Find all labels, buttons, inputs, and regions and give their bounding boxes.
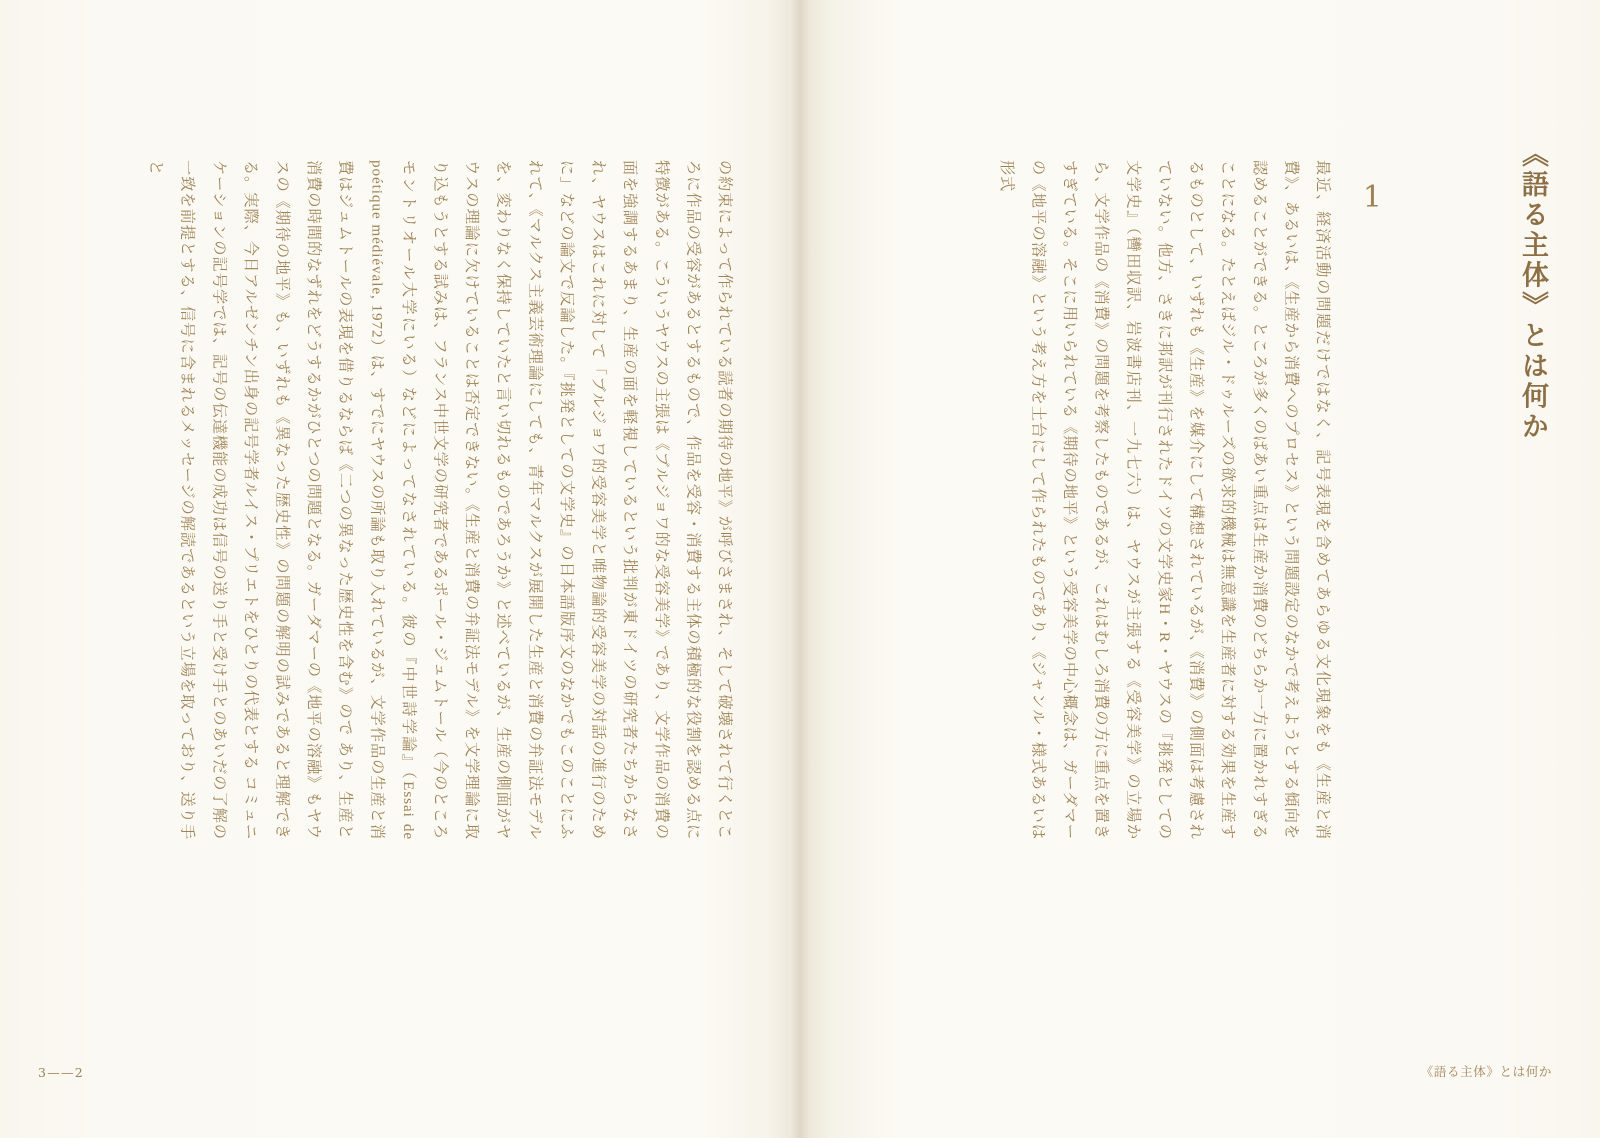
- right-page: [800, 0, 1600, 1138]
- right-page-body-text: 最近、経済活動の問題だけではなく、記号表現を含めてあらゆる文化現象をも《生産と消費》、あるいは、《生産から消費へのプロセス》という問題設定のなかで考えようとする傾向を認めることができる。ところが多くのばあい重点は生産か消費のどちらか一方に置かれすぎることになる。たとえばジル・ドゥルーズの欲求的機械は無意識を生産者に対する効果を生産するものとして、いずれも《生産》を媒介にして構想されているが、《消費》の側面は考慮されていない。他方、さきに邦訳が刊行されたドイツの文学史家H・R・ヤウスの『挑発としての文学史』（轡田収訳、岩波書店刊、一九七六）は、ヤウスが主張する《受容美学》の立場から、文学作品の《消費》の問題を考察したものであるが、これはむしろ消費の方に重点を置きすぎている。そこに用いられている《期待の地平》という受容美学の中心概念は、ガーダマーの《地平の溶融》という考え方を土台にして作られたものであり、《ジャンル・様式あるいは形式: [997, 160, 1331, 840]
- left-page-body-text: の約束によって作られている読者の期待の地平》が呼びさまされ、そして破壊されて行くところに作品の受容があるとするもので、作品を受容・消費する主体の積極的な役割を認める点に特徴がある。こういうヤウスの主張は《ブルジョワ的な受容美学》であり、文学作品の消費の面を強調するあまり、生産の面を軽視しているという批判が東ドイツの研究者たちからなされ、ヤウスはこれに対して「ブルジョワ的受容美学と唯物論的受容美学の対話の進行のために」などの論文で反論した。『挑発としての文学史』の日本語版序文のなかでもこのことにふれて、《マルクス主義芸術理論にしても、青年マルクスが展開した生産と消費の弁証法モデルを、変わりなく保持していたと言い切れるものであろうか》と述べているが、生産の側面がヤウスの理論に欠けていることは否定できない。《生産と消費の弁証法モデル》を文学理論に取り込もうとする試みは、フランス中世文学の研究者であるポール・ジュムトール（今のところモントリオール大学にいる）などによってなされている。彼の『中世詩学論』（Essai de poétique médiévale, 1972）は、すでにヤウスの所論も取り入れているが、文学作品の生産と消費はジュムトールの表現を借りるならば《二つの異なった歴史性を含む》ので あり、生産と消費の時間的なずれをどうするかがひとつの問題となる。ガーダマーの《地平の溶融》もヤウスの《期待の地平》も、いずれも《異なった歴史性》の問題の解明の試みであると理解できる。実際、今日アルゼンチン出身の記号学者ルイス・プリエトをひとりの代表とする コミュニケーションの記号学では、記号の伝達機能の成功は信号の送り手と受け手とのあいだの了解の一致を前提とする、信号に含まれるメッセージの解読であるという立場を取っており、送り手と: [147, 160, 733, 840]
- page-folio: 3——2: [38, 1065, 84, 1080]
- section-number: 1: [1362, 180, 1382, 215]
- chapter-title: 《語る主体》とは何か: [1517, 140, 1548, 443]
- running-head: 《語る主体》とは何か: [1420, 1064, 1552, 1079]
